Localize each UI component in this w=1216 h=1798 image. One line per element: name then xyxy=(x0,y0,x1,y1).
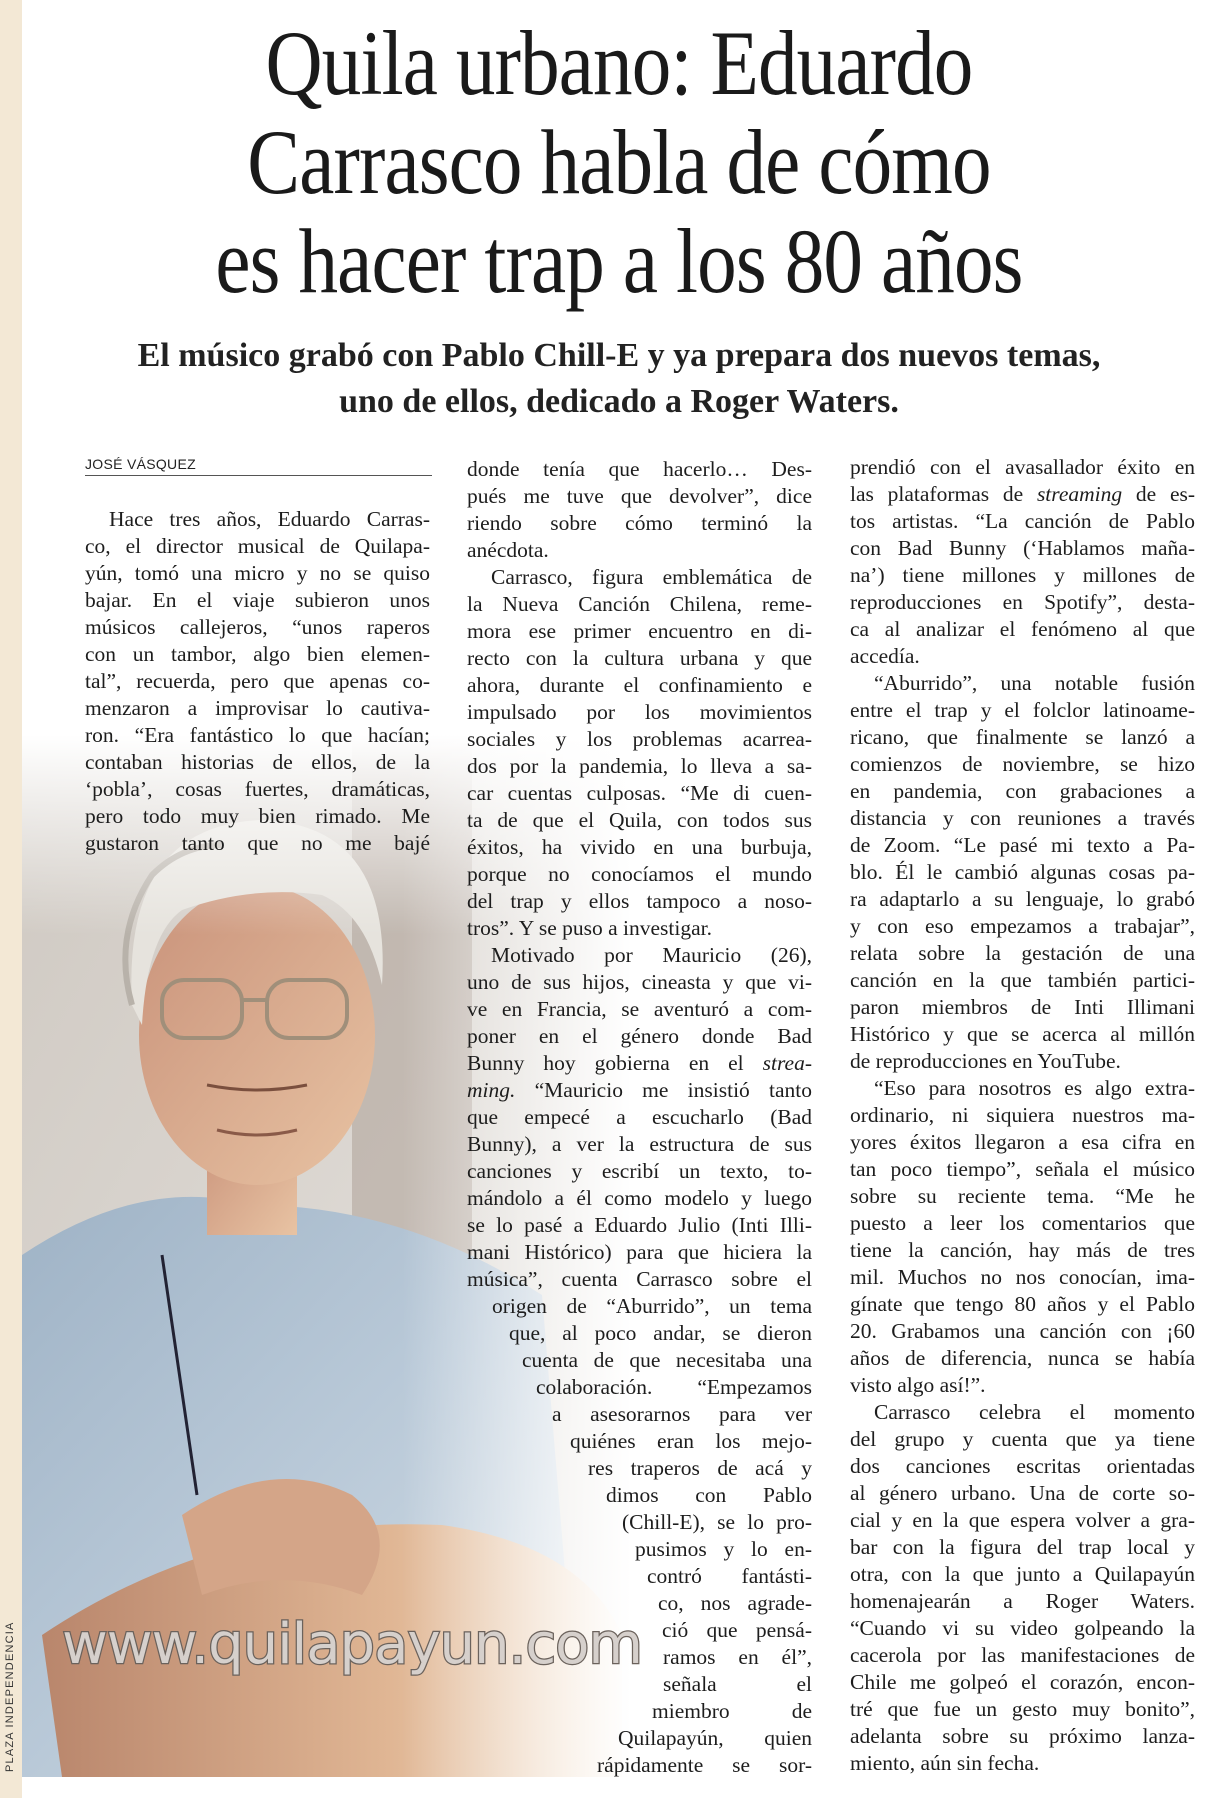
text-line: con un tambor, algo bien elemen- xyxy=(85,642,430,666)
text-line: mil. Muchos no nos conocían, ima- xyxy=(850,1265,1195,1289)
text-line: bajar. En el viaje subieron unos xyxy=(85,588,430,612)
italic-term: strea- xyxy=(762,1051,813,1075)
text-line: cial y en la que espera volver a gra- xyxy=(850,1508,1195,1532)
text-line: porque no conocíamos el mundo xyxy=(467,862,812,886)
text-line: gustaron tanto que no me bajé xyxy=(85,831,430,855)
text-line: al género urbano. Una de corte so- xyxy=(850,1481,1195,1505)
text-line: ordinario, ni siquiera nuestros ma- xyxy=(850,1103,1195,1127)
text-line: ricano, que finalmente se lanzó a xyxy=(850,725,1195,749)
text-line: años de diferencia, nunca se había xyxy=(850,1346,1195,1370)
text-line: ra adaptarlo a su lenguaje, lo grabó xyxy=(850,887,1195,911)
subheadline-line: El músico grabó con Pablo Chill-E y ya prepara dos nuevos temas, xyxy=(137,337,1101,374)
text-line: puesto a leer los comentarios que xyxy=(850,1211,1195,1235)
text-line: res traperos de acá y xyxy=(588,1456,812,1480)
text-line: dos canciones escritas orientadas xyxy=(850,1454,1195,1478)
text-line: mora ese primer encuentro en di- xyxy=(467,619,812,643)
text-line: Carrasco celebra el momento xyxy=(874,1400,1195,1424)
text-line: distancia y con reuniones a través xyxy=(850,806,1195,830)
text-line: riendo sobre cómo terminó la xyxy=(467,511,812,535)
subheadline-line: uno de ellos, dedicado a Roger Waters. xyxy=(339,383,899,420)
text-line: Bunny hoy gobierna en el strea- xyxy=(467,1051,813,1075)
text-line: dos por la pandemia, lo lleva a sa- xyxy=(467,754,812,778)
text-line: comienzos de noviembre, se hizo xyxy=(850,752,1195,776)
text-line: miembro de xyxy=(652,1699,812,1723)
text-line: Histórico y que se acerca al millón xyxy=(850,1022,1195,1046)
text-line: sobre su reciente tema. “Me he xyxy=(850,1184,1195,1208)
text-line: tros”. Y se puso a investigar. xyxy=(467,916,713,940)
text-line: bar con la figura del trap local y xyxy=(850,1535,1195,1559)
text-line: Bunny), a ver la estructura de sus xyxy=(467,1132,812,1156)
headline-line: Carrasco habla de cómo xyxy=(247,111,991,213)
text-line: ve en Francia, se aventuró a com- xyxy=(467,997,812,1021)
text-line: la Nueva Canción Chilena, reme- xyxy=(467,592,812,616)
text-line: gínate que tengo 80 años y el Pablo xyxy=(850,1292,1195,1316)
text-line: tan poco tiempo”, señala el músico xyxy=(850,1157,1195,1181)
text-line: donde tenía que hacerlo… Des- xyxy=(467,457,812,481)
text-line: origen de “Aburrido”, un tema xyxy=(492,1294,812,1318)
text-line: na’) tiene millones y millones de xyxy=(850,563,1195,587)
text-line: “Aburrido”, una notable fusión xyxy=(874,671,1195,695)
article-column-2 xyxy=(467,456,812,1779)
text-line: recto con la cultura urbana y que xyxy=(467,646,812,670)
text-line: uno de sus hijos, cineasta y que vi- xyxy=(467,970,812,994)
text-line: en pandemia, con grabaciones a xyxy=(850,779,1195,803)
text-line: pués me tuve que devolver”, dice xyxy=(467,484,812,508)
text-line: Quilapayún, quien xyxy=(618,1726,812,1750)
text-line: blo. Él le cambió algunas cosas pa- xyxy=(850,860,1195,884)
text-line: anécdota. xyxy=(467,538,549,562)
text-line: ció que pensá- xyxy=(662,1618,812,1642)
text-line: poner en el género donde Bad xyxy=(467,1024,812,1048)
text-line: reproducciones en Spotify”, desta- xyxy=(850,590,1195,614)
text-line: ramos en él”, xyxy=(663,1645,812,1669)
text-line: co, el director musical de Quilapa- xyxy=(85,534,430,558)
text-line: tal”, recuerda, pero que apenas co- xyxy=(85,669,430,693)
text-line: pusimos y lo en- xyxy=(635,1537,812,1561)
text-line: miento, aún sin fecha. xyxy=(850,1751,1040,1775)
headline-line: es hacer trap a los 80 años xyxy=(215,210,1023,312)
text-line: del grupo y cuenta que ya tiene xyxy=(850,1427,1195,1451)
text-line: que, al poco andar, se dieron xyxy=(509,1321,812,1345)
text-line: co, nos agrade- xyxy=(658,1591,812,1615)
text-line: pero todo muy bien rimado. Me xyxy=(85,804,430,828)
text-line: Hace tres años, Eduardo Carras- xyxy=(109,507,430,531)
text-line: Motivado por Mauricio (26), xyxy=(491,943,812,967)
text-line: de reproducciones en YouTube. xyxy=(850,1049,1121,1073)
text-line: quiénes eran los mejo- xyxy=(570,1429,812,1453)
italic-term: streaming xyxy=(1036,482,1123,506)
text-line: canciones y escribí un texto, to- xyxy=(467,1159,812,1183)
text-line: relata sobre la gestación de una xyxy=(850,941,1195,965)
text-line: que empecé a escucharlo (Bad xyxy=(467,1105,812,1129)
text-line: yores éxitos llegaron a esa cifra en xyxy=(850,1130,1195,1154)
text-line: contaban historias de ellos, de la xyxy=(85,750,430,774)
headline xyxy=(22,14,1216,311)
text-line: entre el trap y el folclor latinoame- xyxy=(850,698,1195,722)
text-line: otra, con la que junto a Quilapayún xyxy=(850,1562,1195,1586)
text-line: 20. Grabamos una canción con ¡60 xyxy=(850,1319,1195,1343)
section-label: PLAZA INDEPENDENCIA xyxy=(4,1621,16,1772)
text-line: menzaron a improvisar lo cautiva- xyxy=(85,696,430,720)
text-line: a asesorarnos para ver xyxy=(552,1402,812,1426)
text-line: se lo pasé a Eduardo Julio (Inti Illi- xyxy=(467,1213,812,1237)
text-line: cuenta de que necesitaba una xyxy=(522,1348,812,1372)
article-column-3 xyxy=(850,454,1195,1777)
text-line: mándolo a él como modelo y luego xyxy=(467,1186,812,1210)
text-line: “Eso para nosotros es algo extra- xyxy=(874,1076,1195,1100)
byline: JOSÉ VÁSQUEZ xyxy=(85,456,432,476)
watermark: www.quilapayun.com xyxy=(62,1612,642,1677)
text-line: contró fantásti- xyxy=(647,1564,812,1588)
text-line: ron. “Era fantástico lo que hacían; xyxy=(85,723,430,747)
italic-term: ming. xyxy=(467,1078,516,1102)
text-line: y con eso empezamos a trabajar”, xyxy=(850,914,1195,938)
text-line: colaboración. “Empezamos xyxy=(536,1375,812,1399)
headline-line: Quila urbano: Eduardo xyxy=(265,12,973,114)
text-line: cacerola por las manifestaciones de xyxy=(850,1643,1195,1667)
text-line: dimos con Pablo xyxy=(606,1483,812,1507)
text-line: ahora, durante el confinamiento e xyxy=(467,673,812,697)
text-line: homenajearán a Roger Waters. xyxy=(850,1589,1195,1613)
text-line: señala el xyxy=(663,1672,812,1696)
text-line: ‘pobla’, cosas fuertes, dramáticas, xyxy=(85,777,430,801)
text-line: paron miembros de Inti Illimani xyxy=(850,995,1195,1019)
text-line: rápidamente se sor- xyxy=(597,1753,812,1777)
text-line: del trap y ellos tampoco a noso- xyxy=(467,889,812,913)
text-line: Carrasco, figura emblemática de xyxy=(491,565,812,589)
text-line: accedía. xyxy=(850,644,920,668)
text-line: con Bad Bunny (‘Hablamos maña- xyxy=(850,536,1195,560)
text-line: éxitos, ha vivido en una burbuja, xyxy=(467,835,812,859)
text-line: prendió con el avasallador éxito en xyxy=(850,455,1195,479)
text-line: “Cuando vi su video golpeando la xyxy=(850,1616,1195,1640)
text-line: de Zoom. “Le pasé mi texto a Pa- xyxy=(850,833,1195,857)
text-line: tos artistas. “La canción de Pablo xyxy=(850,509,1195,533)
text-line: visto algo así!”. xyxy=(850,1373,986,1397)
text-line: ming. “Mauricio me insistió tanto xyxy=(467,1078,813,1102)
text-line: adelanta sobre su próximo lanza- xyxy=(850,1724,1195,1748)
text-line: las plataformas de streaming de es- xyxy=(850,482,1196,506)
subheadline xyxy=(22,333,1216,425)
text-line: car cuentas culposas. “Me di cuen- xyxy=(467,781,812,805)
text-line: Chile me golpeó el corazón, encon- xyxy=(850,1670,1195,1694)
text-line: músicos callejeros, “unos raperos xyxy=(85,615,430,639)
article-column-1 xyxy=(85,506,430,857)
text-line: tiene la canción, hay más de tres xyxy=(850,1238,1195,1262)
text-line: mani Histórico) para que hiciera la xyxy=(467,1240,812,1264)
text-line: ta de que el Quila, con todos sus xyxy=(467,808,812,832)
page-margin-strip xyxy=(0,0,22,1798)
text-line: sociales y los problemas acarrea- xyxy=(467,727,812,751)
text-line: música”, cuenta Carrasco sobre el xyxy=(467,1267,812,1291)
text-line: canción en la que también partici- xyxy=(850,968,1195,992)
text-line: (Chill-E), se lo pro- xyxy=(622,1510,812,1534)
text-line: ca al analizar el fenómeno al que xyxy=(850,617,1195,641)
text-line: yún, tomó una micro y no se quiso xyxy=(85,561,430,585)
text-line: tré que fue un gesto muy bonito”, xyxy=(850,1697,1195,1721)
text-line: impulsado por los movimientos xyxy=(467,700,812,724)
